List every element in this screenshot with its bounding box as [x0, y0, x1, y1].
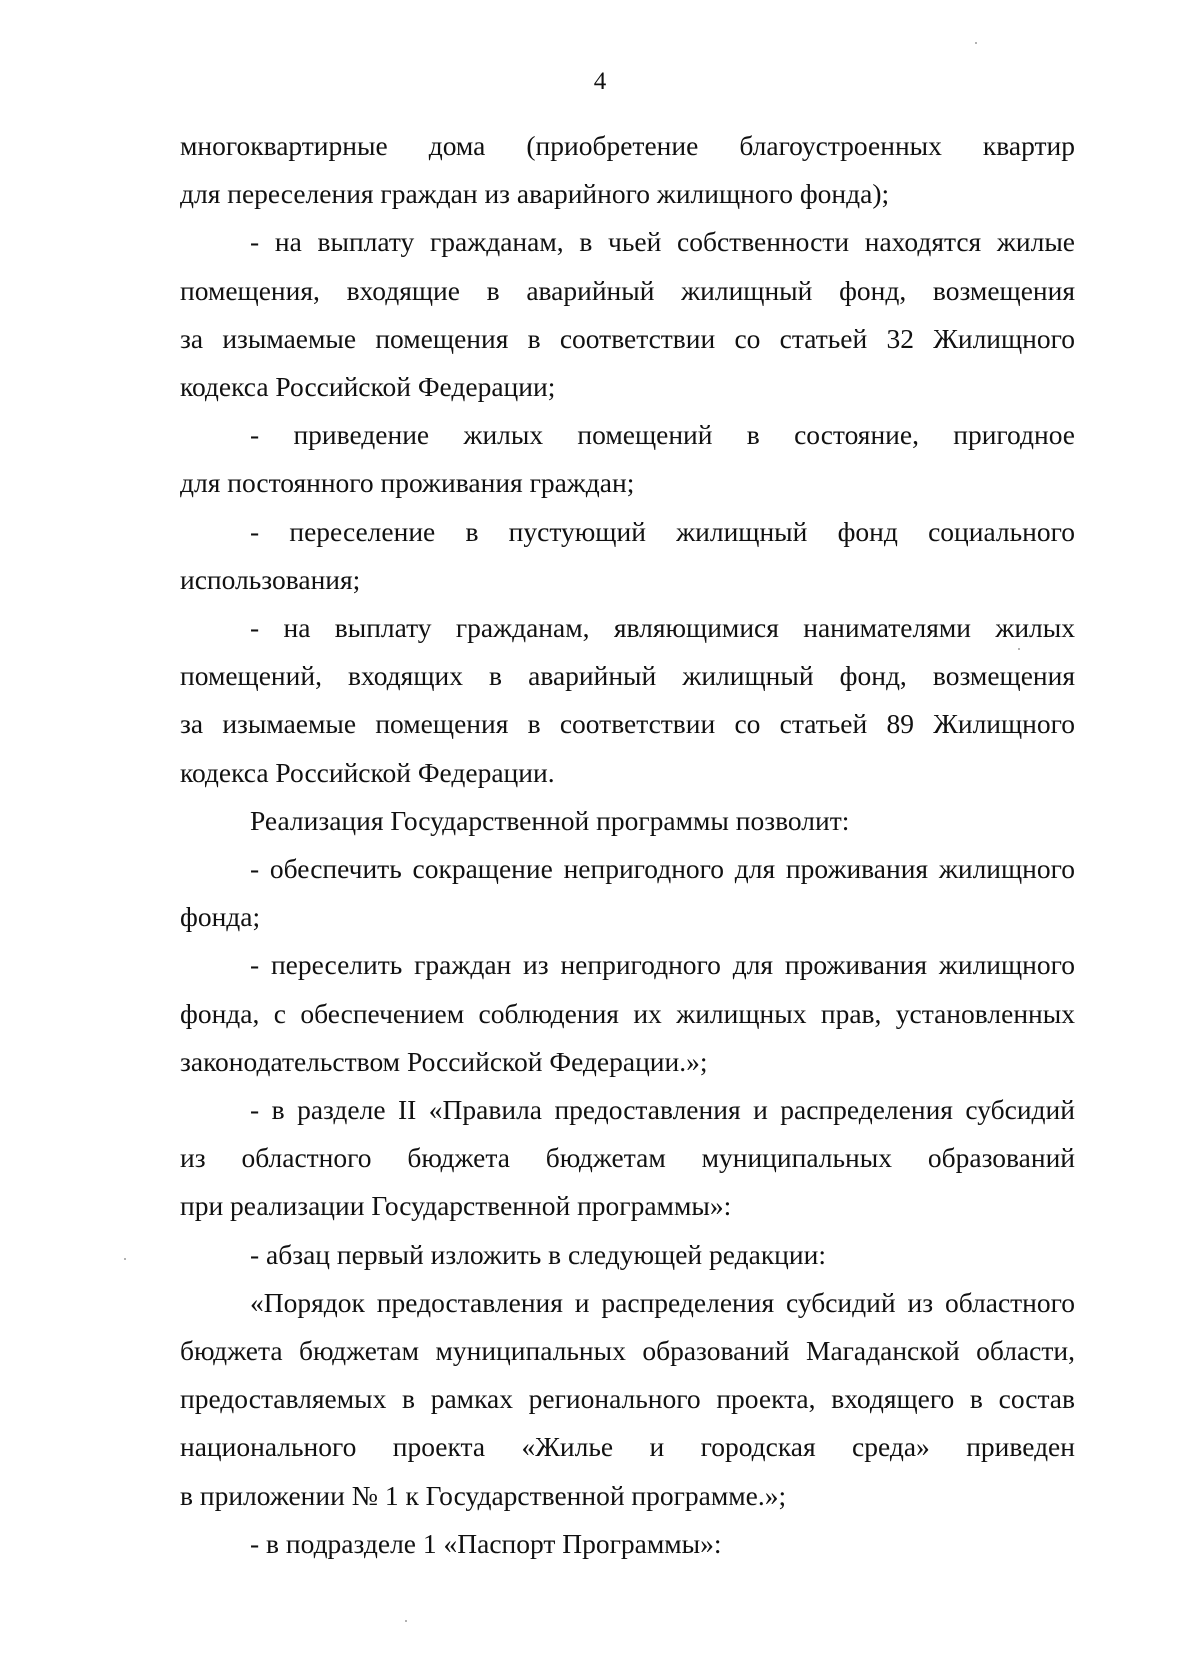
text-line: законодательством Российской Федерации.»;: [180, 1045, 708, 1077]
text-line: кодекса Российской Федерации;: [180, 371, 556, 403]
text-line: - переселение в пустующий жилищный фонд социального: [250, 515, 1075, 547]
text-line: «Порядок предоставления и распределения субсидий из областного: [250, 1286, 1075, 1318]
text-line: фонда;: [180, 901, 261, 933]
scan-speck: [405, 1620, 407, 1622]
text-line: за изымаемые помещения в соответствии со статьей 89 Жилищного: [180, 708, 1075, 740]
text-line: для постоянного проживания граждан;: [180, 467, 635, 499]
text-line: - обеспечить сокращение непригодного для проживания жилищного: [250, 853, 1075, 885]
text-line: в приложении № 1 к Государственной программе.»;: [180, 1479, 787, 1511]
text-line: - на выплату гражданам, в чьей собственности находятся жилые: [250, 226, 1075, 258]
document-body: [180, 122, 1075, 1568]
text-line: фонда, с обеспечением соблюдения их жилищных прав, установленных: [180, 997, 1075, 1029]
text-line: помещений, входящих в аварийный жилищный фонд, возмещения: [180, 660, 1075, 692]
text-line: использования;: [180, 563, 361, 595]
text-line: многоквартирные дома (приобретение благоустроенных квартир: [180, 130, 1075, 161]
text-line: за изымаемые помещения в соответствии со статьей 32 Жилищного: [180, 322, 1075, 354]
text-line: из областного бюджета бюджетам муниципальных образований: [180, 1142, 1075, 1174]
text-line: - в разделе II «Правила предоставления и распределения субсидий: [250, 1094, 1075, 1126]
text-line: - в подразделе 1 «Паспорт Программы»:: [250, 1527, 722, 1559]
text-line: предоставляемых в рамках регионального проекта, входящего в состав: [180, 1383, 1075, 1415]
text-line: Реализация Государственной программы позволит:: [250, 804, 850, 836]
text-line: - на выплату гражданам, являющимися нанимателями жилых: [250, 612, 1075, 644]
page-number: 4: [593, 68, 607, 95]
scan-speck: [975, 42, 977, 44]
text-line: национального проекта «Жилье и городская среда» приведен: [180, 1431, 1075, 1463]
text-line: кодекса Российской Федерации.: [180, 756, 555, 788]
text-line: при реализации Государственной программы»:: [180, 1190, 732, 1222]
scan-speck: [124, 1258, 126, 1260]
text-line: - переселить граждан из непригодного для проживания жилищного: [250, 949, 1075, 981]
text-line: помещения, входящие в аварийный жилищный фонд, возмещения: [180, 274, 1075, 306]
text-line: для переселения граждан из аварийного жилищного фонда);: [180, 178, 890, 210]
scan-speck: [1018, 648, 1020, 650]
text-line: бюджета бюджетам муниципальных образований Магаданской области,: [180, 1335, 1075, 1367]
text-line: - абзац первый изложить в следующей редакции:: [250, 1238, 826, 1270]
text-line: - приведение жилых помещений в состояние, пригодное: [250, 419, 1075, 451]
